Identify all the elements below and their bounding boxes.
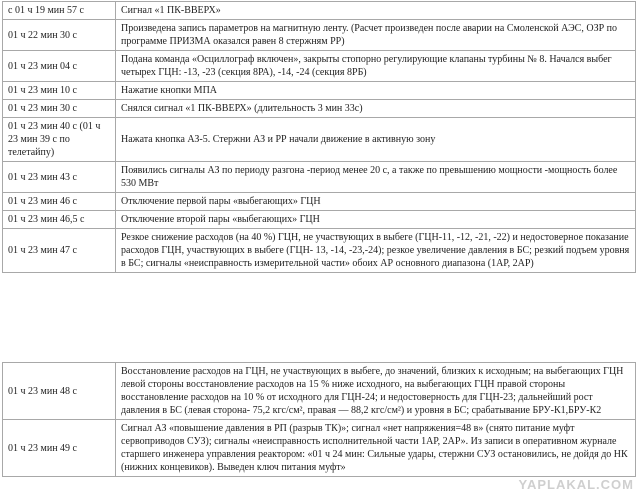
watermark: YAPLAKAL.COM [518,477,634,492]
event-time: 01 ч 23 мин 10 с [3,82,116,100]
event-description: Отключение второй пары «выбегающих» ГЦН [116,211,636,229]
event-description: Сигнал АЗ «повышение давления в РП (разрыв ТК)»; сигнал «нет напряжения=48 в» (снято питание муфт сервоприводов СУЗ); сигналы «неисправность исполнительной части 1АР, 2АР». Из записи в оперативном журнале старшего инженера управления реактором: «01 ч 24 мин: Сильные удары, стержни СУЗ остановились, не дойдя до НК (нижних концевиков). Выведен ключ питания муфт» [116,420,636,477]
event-time: 01 ч 23 мин 48 с [3,363,116,420]
event-time: 01 ч 23 мин 40 с (01 ч 23 мин 39 с по телетайпу) [3,118,116,162]
event-description: Сигнал «1 ПК-ВВЕРХ» [116,2,636,20]
table-row [3,229,636,273]
table-row [3,211,636,229]
event-time: 01 ч 23 мин 49 с [3,420,116,477]
event-description: Отключение первой пары «выбегающих» ГЦН [116,193,636,211]
event-time: 01 ч 23 мин 46 с [3,193,116,211]
event-description: Восстановление расходов на ГЦН, не участвующих в выбеге, до значений, близких к исходным; на выбегающих ГЦН левой стороны восстановление расходов на 15 % ниже исходного, на выбегающих ГЦН правой стороны восстановление расходов на 10 % от исходного для ГЦН-24; и недостоверность для ГЦН-23; дальнейший рост давления в БС (левая сторона- 75,2 кгс/см², правая — 88,2 кгс/см²) и уровня в БС; срабатывание БРУ-К1,БРУ-К2 [116,363,636,420]
table-row [3,20,636,51]
event-description: Нажата кнопка АЗ-5. Стержни АЗ и РР начали движение в активную зону [116,118,636,162]
events-table-bottom [2,362,636,477]
event-description: Подана команда «Осциллограф включен», закрыты стопорно регулирующие клапаны турбины № 8. Начался выбег четырех ГЦН: -13, -23 (секция 8РА), -14, -24 (секция 8РБ) [116,51,636,82]
event-time: 01 ч 23 мин 30 с [3,100,116,118]
event-description: Снялся сигнал «1 ПК-ВВЕРХ» (длительность 3 мин 33с) [116,100,636,118]
event-description: Резкое снижение расходов (на 40 %) ГЦН, не участвующих в выбеге (ГЦН-11, -12, -21, -22) и недостоверное показание расходов ГЦН, участвующих в выбеге (ГЦН- 13, -14, -23,-24); резкое увеличение давления в БС; резкий подъем уровня в БС; сигналы «неисправность измерительной части» обоих АР основного диапазона (1АР, 2АР) [116,229,636,273]
table-row [3,193,636,211]
event-description: Произведена запись параметров на магнитную ленту. (Расчет произведен после аварии на Смоленской АЭС, ОЗР по программе ПРИЗМА оказался равен 8 стержням РР) [116,20,636,51]
event-description: Нажатие кнопки МПА [116,82,636,100]
event-time: с 01 ч 19 мин 57 с [3,2,116,20]
event-time: 01 ч 23 мин 47 с [3,229,116,273]
event-time: 01 ч 23 мин 46,5 с [3,211,116,229]
table-row [3,100,636,118]
event-description: Появились сигналы АЗ по периоду разгона -период менее 20 с, а также по превышению мощности -мощность более 530 МВт [116,162,636,193]
table-row [3,420,636,477]
event-time: 01 ч 23 мин 43 с [3,162,116,193]
table-row [3,118,636,162]
table-row [3,363,636,420]
table-row [3,82,636,100]
table-row [3,2,636,20]
events-table-top [2,1,636,273]
event-time: 01 ч 22 мин 30 с [3,20,116,51]
event-time: 01 ч 23 мин 04 с [3,51,116,82]
table-row [3,51,636,82]
table-row [3,162,636,193]
